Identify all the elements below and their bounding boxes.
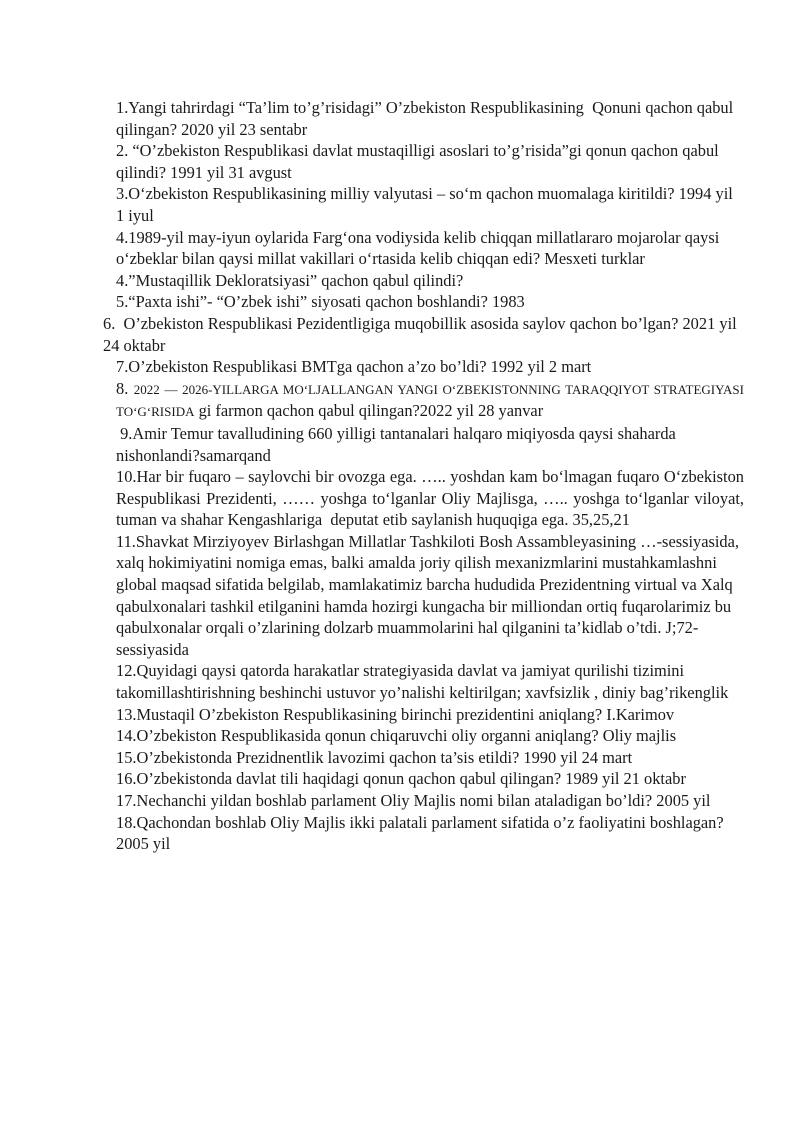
question-list <box>103 97 749 855</box>
question-18: 18.Qachondan boshlab Oliy Majlis ikki palatali parlament sifatida o’z faoliyatini boshlagan? 2005 yil <box>116 812 728 854</box>
question-8-rest: gi farmon qachon qabul qilingan?2022 yil 28 yanvar <box>194 401 544 421</box>
question-14: 14.O’zbekiston Respublikasida qonun chiqaruvchi oliy organni aniqlang? Oliy majlis <box>116 726 677 746</box>
question-6: 6. O’zbekiston Respublikasi Pezidentligiga muqobillik asosida saylov qachon bo’lgan? 2021 yil 24 oktabr <box>103 313 741 355</box>
question-12: 12.Quyidagi qaysi qatorda harakatlar strategiyasida davlat va jamiyat qurilishi tizimini takomillashtirishning beshinchi ustuvor yo’nalishi keltirilgan; xavfsizlik , diniy bag’rikenglik <box>116 661 729 703</box>
question-3: 3.O‘zbekiston Respublikasining milliy valyutasi – so‘m qachon muomalaga kiritildi? 1994 yil 1 iyul <box>116 184 737 225</box>
question-7: 7.O’zbekiston Respublikasi BMTga qachon a’zo bo’ldi? 1992 yil 2 mart <box>116 357 592 377</box>
question-9: 9.Amir Temur tavalludining 660 yilligi tantanalari halqaro miqiyosda qaysi shaharda nishonlandi?samarqand <box>116 423 680 465</box>
question-4-declaration: 4.”Mustaqillik Dekloratsiyasi” qachon qabul qilindi? <box>116 270 464 290</box>
question-8-strategy-title: 2022 — 2026-YILLARGA MO‘LJALLANGAN YANGI O‘ZBEKISTONNING TARAQQIYOT STRATEGIYASI TO‘G‘RISIDA <box>116 381 748 420</box>
question-4-fergana: 4.1989-yil may-iyun oylarida Farg‘ona vodiysida kelib chiqqan millatlararo mojarolar qaysi o‘zbeklar bilan qaysi millat vakillari o‘rtasida kelib chiqqan edi? Mesxeti turklar <box>116 227 724 269</box>
question-5: 5.“Paxta ishi”- “O’zbek ishi” siyosati qachon boshlandi? 1983 <box>116 292 525 312</box>
question-2: 2. “O’zbekiston Respublikasi davlat mustaqilligi asoslari to’g’risida”gi qonun qachon qabul qilindi? 1991 yil 31 avgust <box>116 141 723 182</box>
question-15: 15.O’zbekistonda Prezidnentlik lavozimi qachon ta’sis etildi? 1990 yil 24 mart <box>116 747 633 767</box>
question-1: 1.Yangi tahrirdagi “Ta’lim to’g’risidagi” O’zbekiston Respublikasining Qonuni qachon qabul qilingan? 2020 yil 23 sentabr <box>116 98 738 139</box>
question-8 <box>116 378 748 423</box>
question-11: 11.Shavkat Mirziyoyev Birlashgan Millatlar Tashkiloti Bosh Assambleyasining …-sessiyasida, xalq hokimiyatini nomiga emas, balki amalda joriy qilish mexanizmlarini mustahkamlashni global maqsad sifatida belgilab, mamlakatimiz barcha hududida Prezidentning virtual va Xalq qabulxonalari tashkil etilganini hamda hozirgi kungacha bir milliondan ortiq fuqarolarimiz bu qabulxonalar orqali o’zlarining dolzarb muammolarini hal qilganini ta’kidlab o’tdi. J;72-sessiyasida <box>116 531 744 659</box>
question-16: 16.O’zbekistonda davlat tili haqidagi qonun qachon qabul qilingan? 1989 yil 21 oktabr <box>116 769 686 789</box>
question-13: 13.Mustaqil O’zbekiston Respublikasining birinchi prezidentini aniqlang? I.Karimov <box>116 704 675 724</box>
question-10: 10.Har bir fuqaro – saylovchi bir ovozga ega. ….. yoshdan kam bo‘lmagan fuqaro O‘zbekiston Respublikasi Prezidenti, …… yoshga to‘lganlar Oliy Majlisga, ….. yoshga to‘lganlar viloyat, tuman va shahar Kengashlariga deputat etib saylanish huquqiga ega. 35,25,21 <box>116 467 749 530</box>
question-17: 17.Nechanchi yildan boshlab parlament Oliy Majlis nomi bilan ataladigan bo’ldi? 2005 yil <box>116 791 711 810</box>
question-8-number: 8. <box>116 378 129 398</box>
